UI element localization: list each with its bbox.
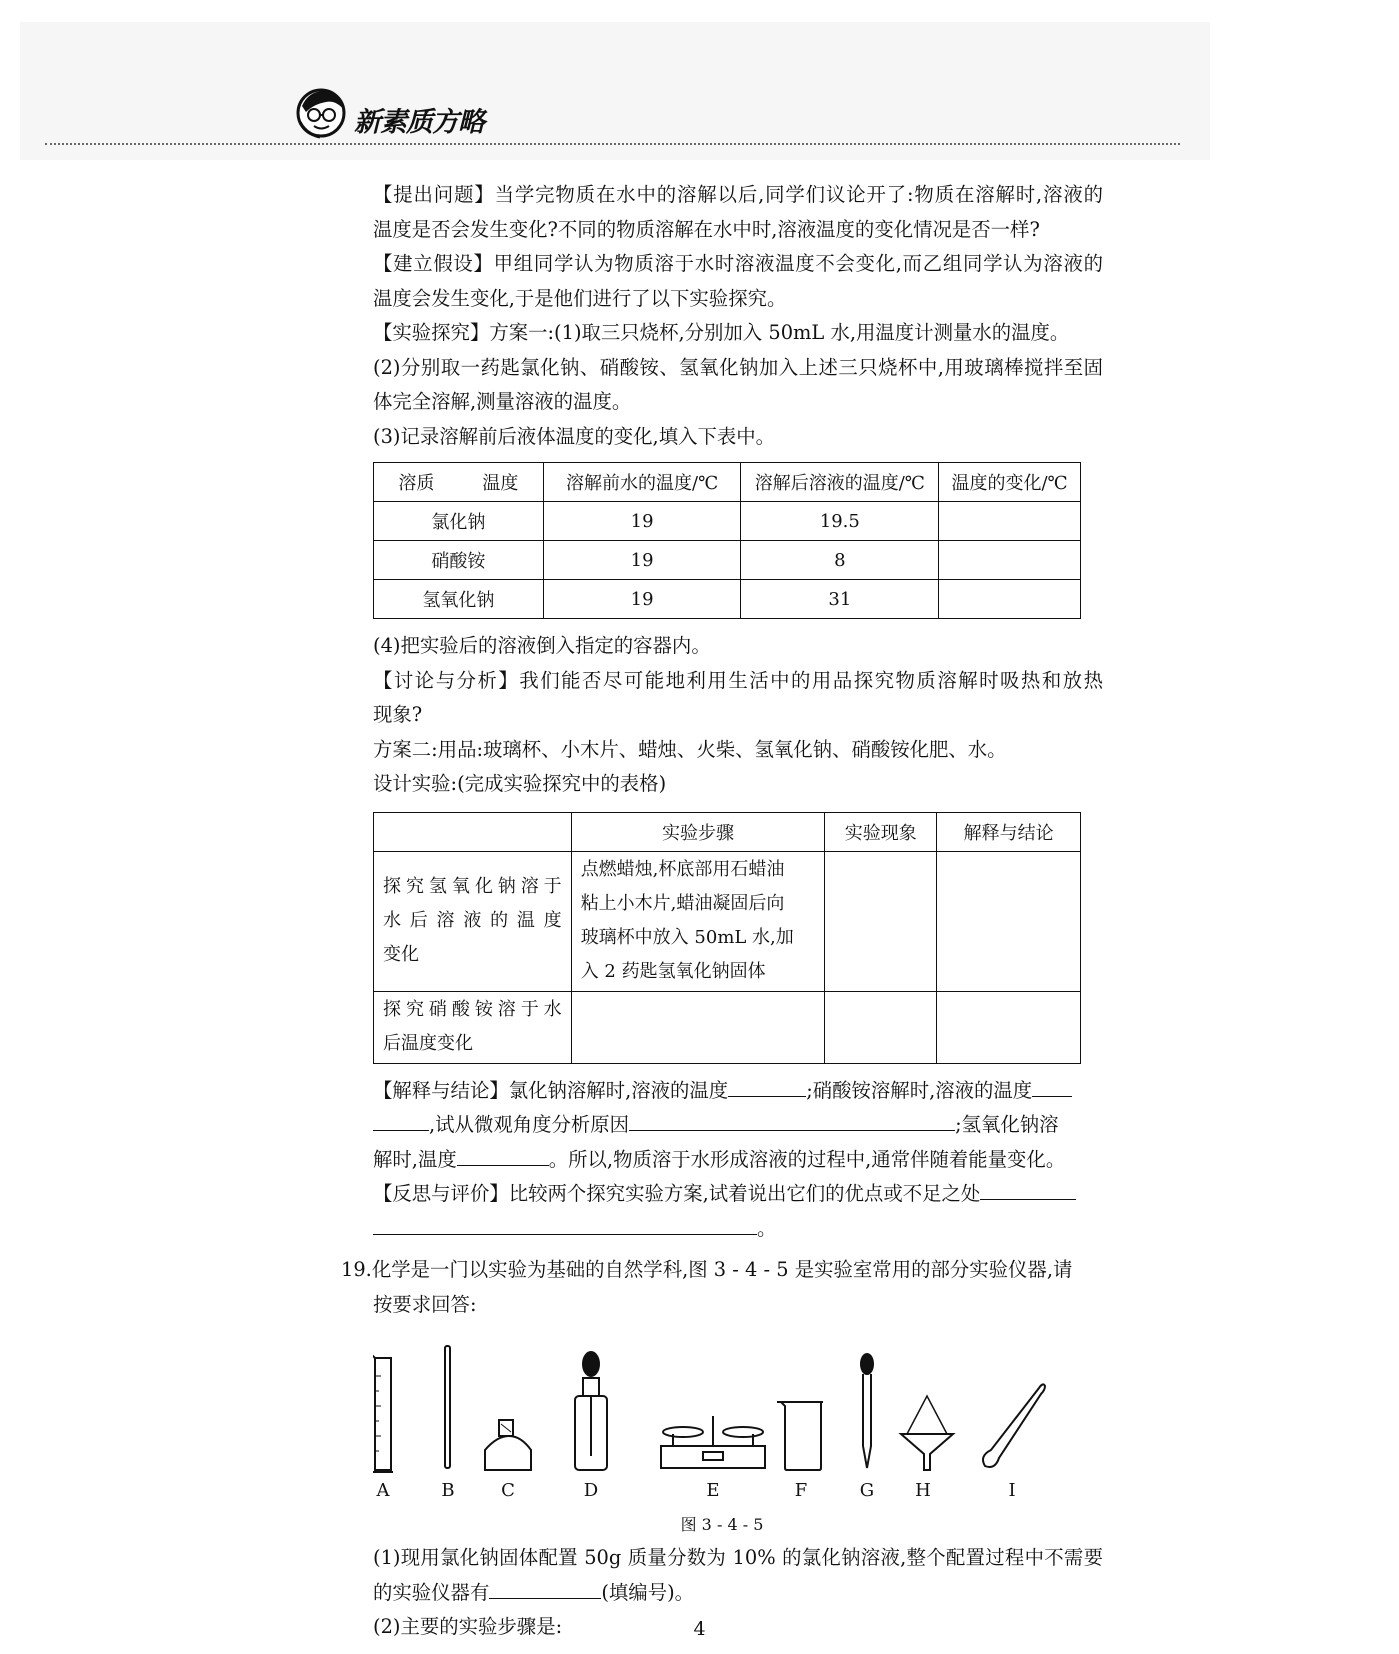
question-19 [341, 1253, 1103, 1645]
tiwen-line2: 温度是否会发生变化?不同的物质溶解在水中时,溶液温度的变化情况是否一样? [373, 217, 1040, 241]
header-conclusion: 解释与结论 [937, 812, 1081, 851]
jiashe-text1: 甲组同学认为物质溶于水时溶液温度不会变化,而乙组同学认为溶液的 [493, 252, 1103, 275]
fansi-line1 [373, 1177, 1103, 1212]
tiwen-text1: 当学完物质在水中的溶解以后,同学们议论开了:物质在溶解时,溶液的 [494, 183, 1104, 206]
answer-blank[interactable] [373, 1110, 429, 1131]
tanjiu-line1 [373, 316, 1103, 351]
table-row [374, 541, 1081, 580]
taolun-text1: 我们能否尽可能地利用生活中的用品探究物质溶解时吸热和放热 [519, 668, 1104, 692]
purpose-line: 探究硝酸铵溶于水 [383, 999, 562, 1020]
glass-rod-icon [445, 1346, 450, 1468]
q19-line1 [341, 1253, 1103, 1288]
header-phenomenon: 实验现象 [825, 812, 937, 851]
graduated-cylinder-icon [373, 1354, 393, 1472]
sheji-line: 设计实验:(完成实验探究中的表格) [373, 772, 667, 795]
answer-blank[interactable] [728, 1076, 806, 1097]
after-cell: 8 [741, 541, 939, 580]
table-header-row [374, 812, 1081, 851]
header-steps: 实验步骤 [571, 812, 825, 851]
header-dotted-rule [45, 143, 1180, 145]
steps-line: 粘上小木片,蜡油凝固后向 [580, 893, 785, 914]
design-table [373, 812, 1081, 1064]
before-cell: 19 [543, 580, 741, 619]
purpose-line: 探究氢氧化钠溶于 [383, 876, 562, 897]
solute-cell: 氯化钠 [374, 502, 544, 541]
steps-line: 玻璃杯中放入 50mL 水,加 [580, 927, 794, 948]
tanjiu-tag: 【实验探究】 [373, 321, 490, 344]
table-row [374, 502, 1081, 541]
balance-icon [661, 1416, 765, 1468]
q19-line2: 按要求回答: [373, 1292, 477, 1316]
table-row [374, 851, 1081, 991]
answer-blank[interactable] [980, 1179, 1076, 1200]
steps-cell[interactable] [571, 991, 825, 1063]
q19-sub1-line2 [341, 1576, 1103, 1611]
fansi-line2 [373, 1212, 1103, 1247]
purpose-cell [374, 991, 572, 1063]
temperature-table [373, 462, 1081, 619]
table-row [374, 580, 1081, 619]
after-cell: 19.5 [741, 502, 939, 541]
beaker-icon [777, 1402, 823, 1470]
tiwen-line1 [373, 178, 1103, 213]
fansi-end: 。 [757, 1216, 777, 1240]
step2-line1: (2)分别取一药匙氯化钠、硝酸铵、氢氧化钠加入上述三只烧杯中,用玻璃棒搅拌至固 [373, 355, 1103, 379]
cartoon-face-icon [296, 86, 350, 140]
jieshi-text: ;氢氧化钠溶 [955, 1113, 1059, 1136]
steps-cell [571, 851, 825, 991]
conclusion-cell[interactable] [937, 991, 1081, 1063]
answer-blank[interactable] [457, 1145, 549, 1166]
header-change: 温度的变化/℃ [939, 463, 1081, 502]
funnel-icon [901, 1396, 953, 1470]
dropper-bottle-icon [575, 1352, 607, 1470]
solute-cell: 硝酸铵 [374, 541, 544, 580]
spoon-icon [983, 1384, 1045, 1467]
tanjiu-text1: 方案一:(1)取三只烧杯,分别加入 50mL 水,用温度计测量水的温度。 [489, 321, 1070, 344]
header-temp: 温度 [482, 473, 519, 494]
figure-label: I [1008, 1480, 1016, 1501]
jieshi-text: ;硝酸铵溶解时,溶液的温度 [806, 1078, 1033, 1102]
phenomenon-cell[interactable] [825, 991, 937, 1063]
sub1-text: 的实验仪器有 [373, 1580, 490, 1604]
conclusion-cell[interactable] [937, 851, 1081, 991]
before-cell: 19 [543, 502, 741, 541]
question-number: 19. [341, 1258, 372, 1281]
step4-line: (4)把实验后的溶液倒入指定的容器内。 [373, 634, 711, 657]
step3-line: (3)记录溶解前后液体温度的变化,填入下表中。 [373, 424, 776, 448]
purpose-line: 变化 [383, 944, 419, 965]
fansi-tag: 【反思与评价】 [373, 1182, 509, 1205]
header-empty [374, 812, 572, 851]
figure-caption: 图 3 - 4 - 5 [680, 1515, 764, 1534]
brand-name: 新素质方略 [354, 107, 484, 138]
jieshi-text: ,试从微观角度分析原因 [429, 1113, 630, 1136]
solute-temp-header [374, 463, 544, 502]
header-solute: 溶质 [398, 473, 435, 494]
q19-sub2: (2)主要的实验步骤是: [373, 1615, 563, 1638]
figure-label: F [794, 1480, 808, 1501]
after-cell: 31 [741, 580, 939, 619]
alcohol-lamp-icon [485, 1420, 531, 1470]
before-cell: 19 [543, 541, 741, 580]
figure-label: H [915, 1480, 931, 1501]
figure-label: C [501, 1480, 515, 1501]
answer-blank[interactable] [373, 1214, 757, 1235]
header-after: 溶解后溶液的温度/℃ [741, 463, 939, 502]
header-before: 溶解前水的温度/℃ [543, 463, 741, 502]
figure-label: B [441, 1480, 455, 1501]
solute-cell: 氢氧化钠 [374, 580, 544, 619]
figure-label: E [706, 1480, 720, 1501]
figure-label: D [583, 1480, 599, 1501]
tiwen-tag: 【提出问题】 [373, 183, 495, 206]
answer-blank[interactable] [629, 1110, 955, 1131]
taolun-line1 [373, 664, 1103, 699]
page-number: 4 [693, 1618, 706, 1640]
change-cell[interactable] [939, 541, 1081, 580]
change-cell[interactable] [939, 580, 1081, 619]
header-band [20, 22, 1210, 160]
q19-text1: 化学是一门以实验为基础的自然学科,图 3 - 4 - 5 是实验室常用的部分实验仪器,请 [371, 1258, 1073, 1281]
table-row [374, 991, 1081, 1063]
dropper-icon [861, 1354, 873, 1468]
purpose-line: 水后溶液的温度 [383, 910, 562, 931]
figure-label: G [859, 1480, 875, 1501]
change-cell[interactable] [939, 502, 1081, 541]
taolun-tag: 【讨论与分析】 [373, 668, 520, 692]
jieshi-text: 。所以,物质溶于水形成溶液的过程中,通常伴随着能量变化。 [548, 1147, 1066, 1171]
q19-sub1-line1: (1)现用氯化钠固体配置 50g 质量分数为 10% 的氯化钠溶液,整个配置过程中不需要 [373, 1546, 1103, 1569]
jiashe-line1 [373, 247, 1103, 282]
table-header-row [374, 463, 1081, 502]
jieshi-tag: 【解释与结论】 [373, 1078, 509, 1102]
steps-line: 点燃蜡烛,杯底部用石蜡油 [580, 859, 785, 880]
jiashe-tag: 【建立假设】 [373, 252, 494, 275]
figure-label: A [376, 1480, 390, 1501]
apparatus-figure [373, 1336, 1073, 1501]
taolun-line2: 现象? [373, 703, 423, 726]
step2-line2: 体完全溶解,测量溶液的温度。 [373, 390, 632, 413]
answer-blank[interactable] [489, 1578, 601, 1599]
fansi-text: 比较两个探究实验方案,试着说出它们的优点或不足之处 [508, 1182, 981, 1205]
jieshi-line3 [373, 1143, 1103, 1178]
jieshi-text: 解时,温度 [373, 1147, 457, 1171]
purpose-cell [374, 851, 572, 991]
fangan2-line: 方案二:用品:玻璃杯、小木片、蜡烛、火柴、氢氧化钠、硝酸铵化肥、水。 [373, 737, 1007, 761]
main-content [373, 178, 1103, 1246]
jieshi-line2 [373, 1108, 1103, 1143]
phenomenon-cell[interactable] [825, 851, 937, 991]
sub1-text: (填编号)。 [601, 1580, 695, 1604]
answer-blank[interactable] [1032, 1076, 1072, 1097]
steps-line: 入 2 药匙氢氧化钠固体 [580, 961, 766, 982]
purpose-line: 后温度变化 [383, 1033, 473, 1054]
jieshi-line1 [373, 1074, 1103, 1109]
jieshi-text: 氯化钠溶解时,溶液的温度 [508, 1078, 729, 1102]
apparatus-drawing [373, 1336, 1073, 1476]
jiashe-line2: 温度会发生变化,于是他们进行了以下实验探究。 [373, 286, 787, 310]
